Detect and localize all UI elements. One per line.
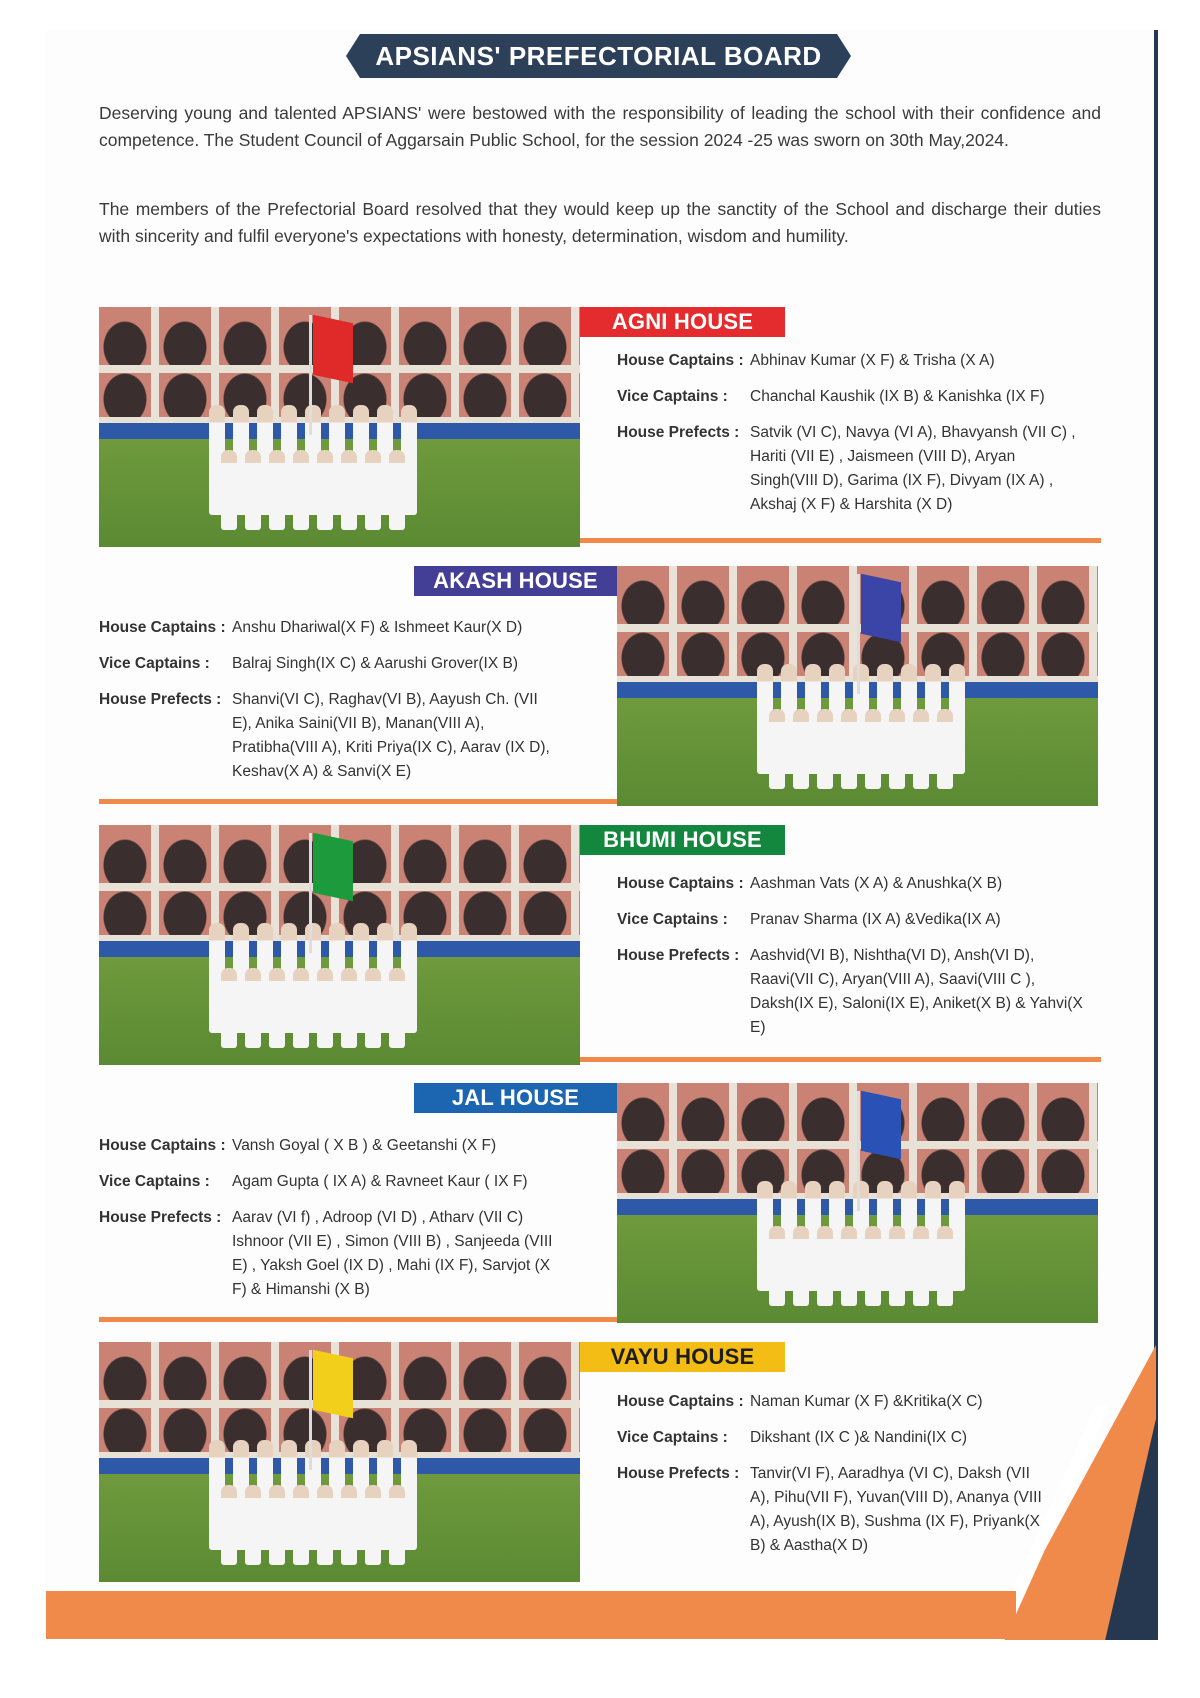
- house-info-jal: [99, 1134, 569, 1314]
- captains-label: House Captains :: [99, 619, 226, 636]
- house-label-akash: AKASH HOUSE: [414, 566, 617, 596]
- vice-label: Vice Captains :: [99, 1173, 210, 1190]
- captains-label: House Captains :: [617, 875, 744, 892]
- captains-value: Abhinav Kumar (X F) & Trisha (X A): [750, 352, 995, 369]
- student-group: [757, 1181, 987, 1311]
- prefects-label: House Prefects :: [617, 424, 740, 441]
- vice-label: Vice Captains :: [617, 1429, 728, 1446]
- vice-value: Agam Gupta ( IX A) & Ravneet Kaur ( IX F): [232, 1173, 528, 1190]
- prefects-label: House Prefects :: [617, 1465, 740, 1482]
- bottom-bar: [46, 1591, 1016, 1639]
- house-flag: [861, 574, 901, 643]
- prefects-value: Aarav (VI f) , Adroop (VI D) , Atharv (VII C) Ishnoor (VII E) , Simon (VIII B) , Sanjeeda (VIII E) , Yaksh Goel (IX D) , Mahi (IX F), Sarvjot (X F) & Himanshi (X B): [232, 1209, 553, 1298]
- house-photo-akash: [617, 566, 1098, 806]
- captains-label: House Captains :: [617, 1393, 744, 1410]
- prefects-label: House Prefects :: [99, 691, 222, 708]
- house-info-agni: [617, 349, 1087, 529]
- house-flag: [313, 833, 353, 902]
- title-banner: [346, 34, 851, 78]
- vice-label: Vice Captains :: [617, 388, 728, 405]
- vice-value: Pranav Sharma (IX A) &Vedika(IX A): [750, 911, 1001, 928]
- divider-line: [580, 1057, 1101, 1062]
- page-title: APSIANS' PREFECTORIAL BOARD: [375, 40, 822, 71]
- house-info-akash: [99, 616, 569, 796]
- intro-paragraph-1: Deserving young and talented APSIANS' were bestowed with the responsibility of leading the school with their confidence and competence. The Student Council of Aggarsain Public School, for the session 2024 -25 was sworn on 30th May,2024.: [99, 103, 1101, 150]
- house-info-bhumi: [617, 872, 1087, 1052]
- captains-value: Aashman Vats (X A) & Anushka(X B): [750, 875, 1003, 892]
- house-label-agni: AGNI HOUSE: [580, 307, 785, 337]
- student-group: [209, 405, 439, 535]
- vice-value: Chanchal Kaushik (IX B) & Kanishka (IX F): [750, 388, 1045, 405]
- captains-value: Vansh Goyal ( X B ) & Geetanshi (X F): [232, 1137, 497, 1154]
- house-flag: [313, 1350, 353, 1419]
- vice-label: Vice Captains :: [617, 911, 728, 928]
- prefects-value: Satvik (VI C), Navya (VI A), Bhavyansh (VII C) , Hariti (VII E) , Jaismeen (VIII D), Aryan Singh(VIII D), Garima (IX F), Divyam (IX A) , Akshaj (X F) & Harshita (X D): [750, 424, 1076, 513]
- captains-label: House Captains :: [99, 1137, 226, 1154]
- house-flag: [861, 1091, 901, 1160]
- house-photo-agni: [99, 307, 580, 547]
- house-info-vayu: [617, 1390, 1087, 1570]
- student-group: [209, 1440, 439, 1570]
- house-photo-vayu: [99, 1342, 580, 1582]
- divider-line: [580, 538, 1101, 543]
- house-label-jal: JAL HOUSE: [414, 1083, 617, 1113]
- house-label-vayu: VAYU HOUSE: [580, 1342, 785, 1372]
- prefects-label: House Prefects :: [99, 1209, 222, 1226]
- prefects-value: Shanvi(VI C), Raghav(VI B), Aayush Ch. (VII E), Anika Saini(VII B), Manan(VIII A), Pratibha(VIII A), Kriti Priya(IX C), Aarav (IX D), Keshav(X A) & Sanvi(X E): [232, 691, 550, 780]
- prefects-value: Aashvid(VI B), Nishtha(VI D), Ansh(VI D), Raavi(VII C), Aryan(VIII A), Saavi(VIII C ), Daksh(IX E), Saloni(IX E), Aniket(X B) & Yahvi(X E): [750, 947, 1083, 1036]
- student-group: [757, 664, 987, 794]
- house-label-bhumi: BHUMI HOUSE: [580, 825, 785, 855]
- captains-label: House Captains :: [617, 352, 744, 369]
- divider-line: [99, 1317, 617, 1322]
- vice-value: Balraj Singh(IX C) & Aarushi Grover(IX B): [232, 655, 518, 672]
- vice-label: Vice Captains :: [99, 655, 210, 672]
- vice-value: Dikshant (IX C )& Nandini(IX C): [750, 1429, 968, 1446]
- captains-value: Anshu Dhariwal(X F) & Ishmeet Kaur(X D): [232, 619, 523, 636]
- house-flag: [313, 315, 353, 384]
- intro-paragraph-2: The members of the Prefectorial Board resolved that they would keep up the sanctity of the School and discharge their duties with sincerity and fulfil everyone's expectations with honesty, determination, wisdom and humility.: [99, 199, 1101, 246]
- house-photo-bhumi: [99, 825, 580, 1065]
- student-group: [209, 923, 439, 1053]
- house-photo-jal: [617, 1083, 1098, 1323]
- divider-line: [99, 799, 617, 804]
- prefects-label: House Prefects :: [617, 947, 740, 964]
- prefects-value: Tanvir(VI F), Aaradhya (VI C), Daksh (VII A), Pihu(VII F), Yuvan(VIII D), Ananya (VIII A), Ayush(IX B), Sushma (IX F), Priyank(X B) & Aastha(X D): [750, 1465, 1042, 1554]
- captains-value: Naman Kumar (X F) &Kritika(X C): [750, 1393, 983, 1410]
